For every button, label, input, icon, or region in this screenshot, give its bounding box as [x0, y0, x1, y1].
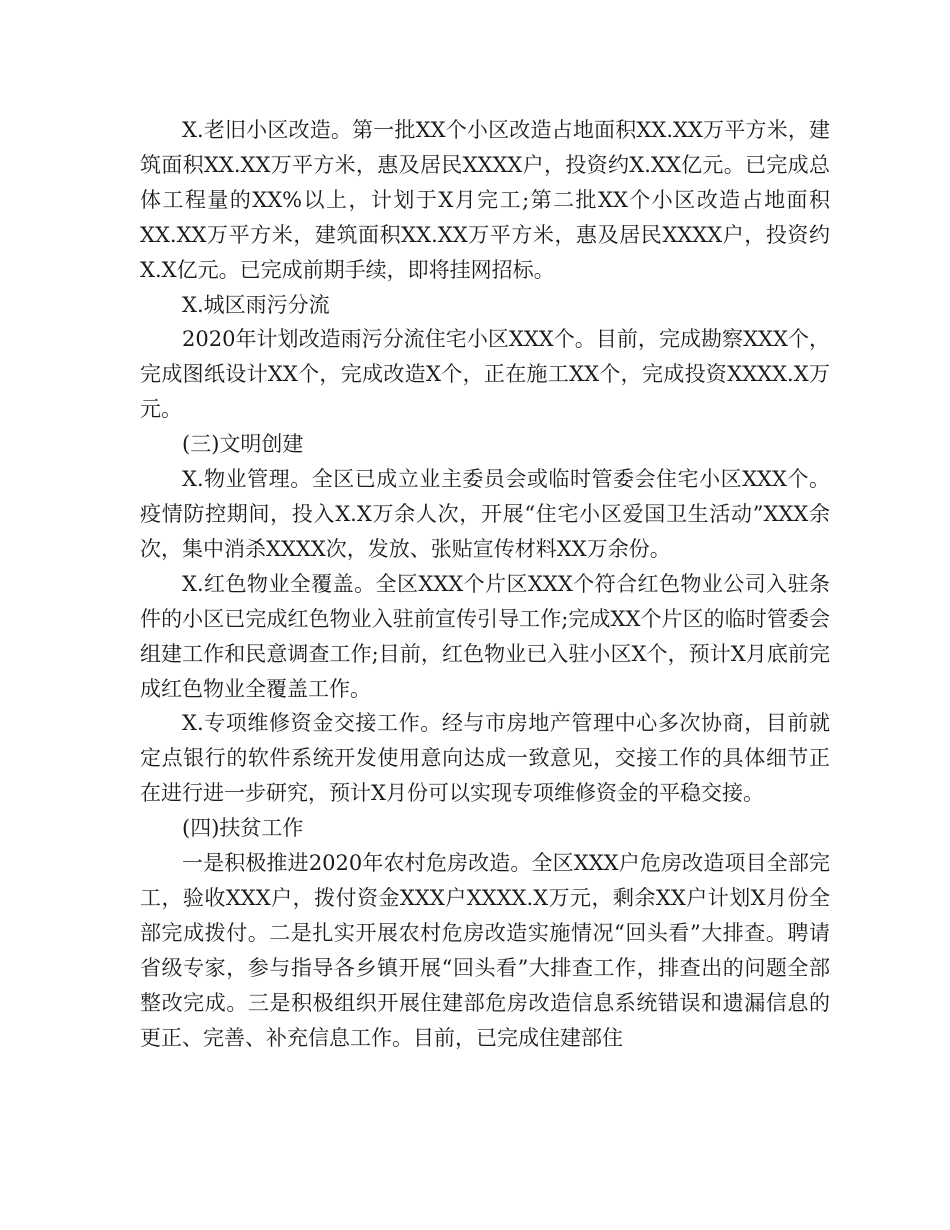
- paragraph-rain-sewage-plan: 2020年计划改造雨污分流住宅小区XXX个。目前，完成勘察XXX个，完成图纸设计XX个，完成改造X个，正在施工XX个，完成投资XXXX.X万元。: [140, 327, 830, 422]
- heading-poverty-alleviation: (四)扶贫工作: [182, 816, 304, 841]
- paragraph-maintenance-fund-handover: X.专项维修资金交接工作。经与市房地产管理中心多次协商，目前就定点银行的软件系统开发使用意向达成一致意见，交接工作的具体细节正在进行进一步研究，预计X月份可以实现专项维修资金的平稳交接。: [140, 711, 830, 806]
- heading-civilization-building: (三)文明创建: [182, 432, 304, 457]
- paragraph-rural-housing-renovation: 一是积极推进2020年农村危房改造。全区XXX户危房改造项目全部完工，验收XXX户，拨付资金XXX户XXXX.X万元，剩余XX户计划X月份全部完成拨付。二是扎实开展农村危房改造实施情况“回头看”大排查。聘请省级专家，参与指导各乡镇开展“回头看”大排查工作，排查出的问题全部整改完成。三是积极组织开展住建部危房改造信息系统错误和遗漏信息的更正、完善、补充信息工作。目前，已完成住建部住: [140, 851, 830, 1050]
- paragraph-old-community-renovation: X.老旧小区改造。第一批XX个小区改造占地面积XX.XX万平方米，建筑面积XX.XX万平方米，惠及居民XXXX户，投资约X.XX亿元。已完成总体工程量的XX%以上，计划于X月完工;第二批XX个小区改造占地面积XX.XX万平方米，建筑面积XX.XX万平方米，惠及居民XXXX户，投资约X.X亿元。已完成前期手续，即将挂网招标。: [140, 118, 830, 282]
- document-page: [140, 113, 830, 1055]
- paragraph-red-property-coverage: X.红色物业全覆盖。全区XXX个片区XXX个符合红色物业公司入驻条件的小区已完成红色物业入驻前宣传引导工作;完成XX个片区的临时管委会组建工作和民意调查工作;目前，红色物业已入驻小区X个，预计X月底前完成红色物业全覆盖工作。: [140, 571, 830, 701]
- paragraph-property-management: X.物业管理。全区已成立业主委员会或临时管委会住宅小区XXX个。疫情防控期间，投入X.X万余人次，开展“住宅小区爱国卫生活动”XXX余次，集中消杀XXXX次，发放、张贴宣传材料XX万余份。: [140, 467, 830, 561]
- heading-rain-sewage-separation: X.城区雨污分流: [182, 292, 330, 317]
